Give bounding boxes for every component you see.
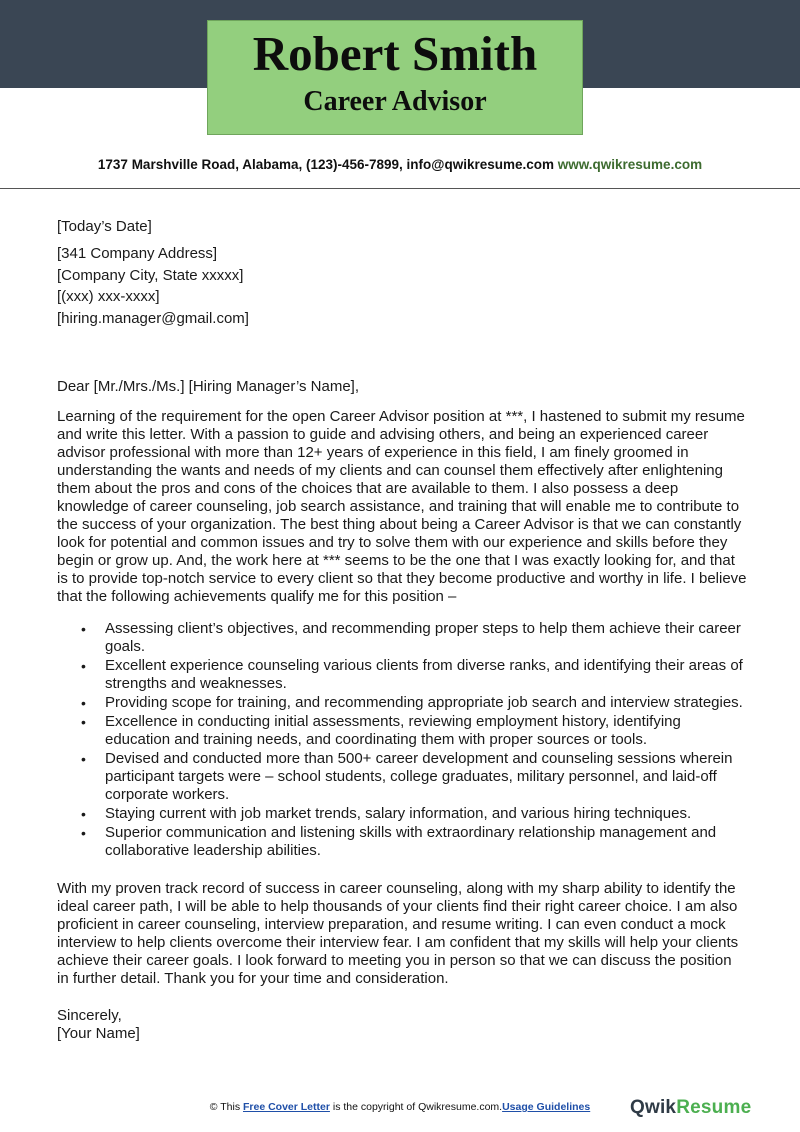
list-item: • Devised and conducted more than 500+ career development and counseling sessions wherein participant targets were – school students, college graduates, military personnel, and laid-off corporate workers.	[105, 750, 747, 804]
applicant-title: Career Advisor	[303, 86, 487, 117]
letter-body	[57, 218, 747, 1043]
salutation: Dear [Mr./Mrs./Ms.] [Hiring Manager’s Name],	[57, 378, 360, 395]
applicant-name: Robert Smith	[252, 26, 538, 81]
copyright-prefix: © This	[209, 1101, 243, 1113]
list-item: • Providing scope for training, and recommending appropriate job search and interview strategies.	[105, 694, 747, 712]
website-link[interactable]: www.qwikresume.com	[557, 157, 703, 172]
letter-date: [Today’s Date]	[57, 218, 152, 235]
sign-off: Sincerely,	[57, 1007, 122, 1024]
usage-guidelines-link[interactable]: Usage Guidelines	[502, 1101, 591, 1113]
list-item: • Excellence in conducting initial assessments, reviewing employment history, identifying education and training needs, and coordinating them with proper sources or tools.	[105, 713, 747, 749]
list-item: • Assessing client’s objectives, and recommending proper steps to help them achieve their career goals.	[105, 620, 747, 656]
free-cover-letter-link[interactable]: Free Cover Letter	[242, 1101, 330, 1113]
contact-line	[0, 157, 800, 172]
recipient-line: [hiring.manager@gmail.com]	[57, 309, 249, 327]
divider	[0, 188, 800, 189]
name-box	[207, 20, 583, 135]
signature: [Your Name]	[57, 1025, 140, 1042]
list-item: • Superior communication and listening skills with extraordinary relationship management and collaborative leadership abilities.	[105, 824, 747, 860]
intro-paragraph: Learning of the requirement for the open Career Advisor position at ***, I hastened to submit my resume and write this letter. With a passion to guide and advising others, and being an experienced career advisor professional with more than 12+ years of experience in this field, I am finely groomed in understanding the wants and needs of my clients and can counsel them effectively after enlightening them about the pros and cons of the choices that are available to them. I also possess a deep knowledge of career counseling, job search assistance, and training that will enable me to contribute to the success of your organization. The best thing about being a Career Advisor is that we can constantly look for potential and common issues and try to solve them with our experience and skills before they begin or grow up. And, the work here at *** seems to be the one that I was exactly looking for, and that is to provide top-notch service to every client so that they become productive and worthy in life. I believe that the following achievements qualify me for this position –	[57, 408, 747, 605]
recipient-line: [Company City, State xxxxx]	[57, 266, 244, 284]
logo-part-resume: Resume	[676, 1097, 752, 1118]
list-item: • Staying current with job market trends, salary information, and various hiring techniques.	[105, 805, 747, 823]
closing-paragraph: With my proven track record of success in career counseling, along with my sharp ability to identify the ideal career path, I will be able to help thousands of your clients find their right career choice. I am also proficient in career counseling, interview preparation, and resume writing. I can even conduct a mock interview to help clients overcome their interview fear. I am confident that my skills will help your clients achieve their career goals. I look forward to meeting you in person so that we can discuss the position in further detail. Thank you for your time and consideration.	[57, 880, 739, 987]
copyright-text: is the copyright of Qwikresume.com.	[329, 1101, 503, 1113]
recipient-address	[57, 243, 747, 329]
recipient-line: [(xxx) xxx-xxxx]	[57, 288, 160, 305]
list-item: • Excellent experience counseling various clients from diverse ranks, and identifying their areas of strengths and weaknesses.	[105, 657, 747, 693]
qwikresume-logo	[630, 1097, 751, 1119]
logo-part-qwik: Qwik	[630, 1097, 677, 1118]
contact-details: 1737 Marshville Road, Alabama, (123)-456-7899, info@qwikresume.com	[97, 157, 555, 172]
recipient-line: [341 Company Address]	[57, 245, 218, 262]
achievement-list	[57, 620, 747, 860]
